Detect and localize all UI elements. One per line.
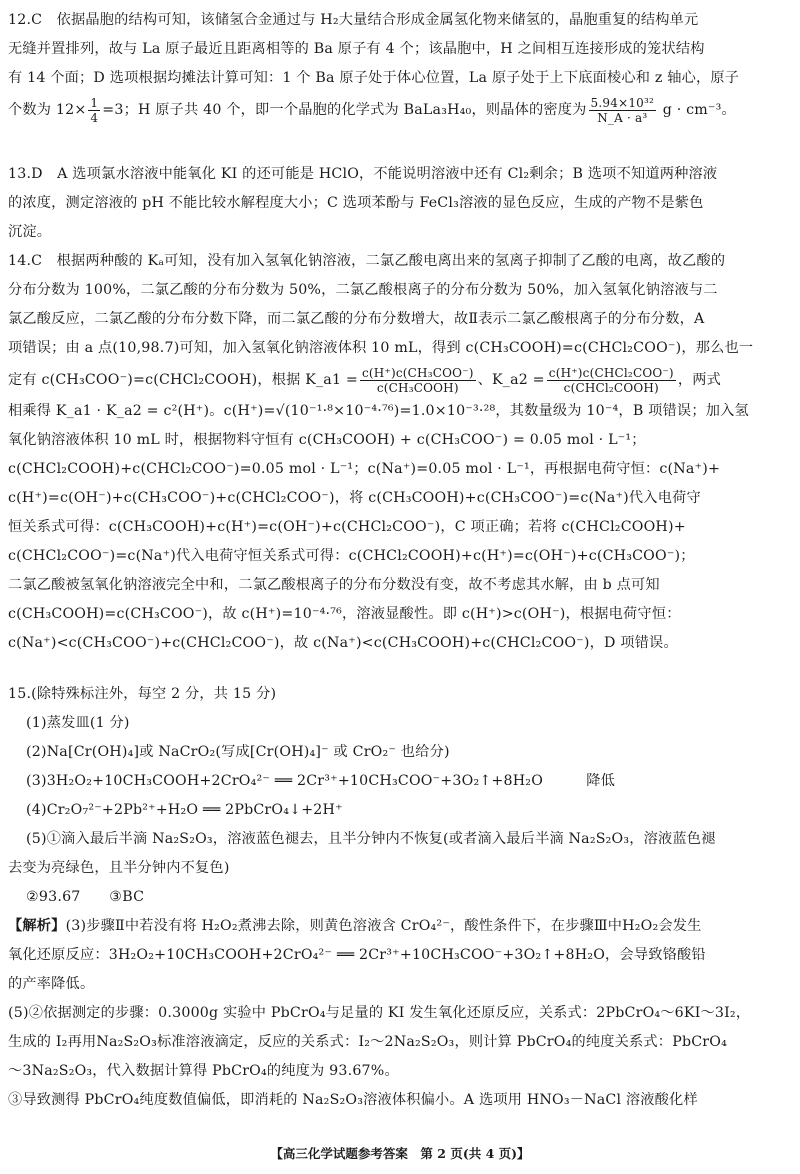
- fraction-numerator: c(H⁺)c(CHCl₂COO⁻): [548, 365, 674, 380]
- ka2-fraction: [547, 366, 676, 395]
- answer-15-item: (3)3H₂O₂+10CH₃COOH+2CrO₄²⁻ ══ 2Cr³⁺+10CH₃COO⁻+3O₂↑+8H₂O 降低: [26, 773, 615, 789]
- answer-13: [8, 160, 786, 247]
- analysis-line: ～3Na₂S₂O₃，代入数据计算得 PbCrO₄的纯度为 93.67%。: [8, 1063, 399, 1079]
- answer-15-item: ②93.67 ③BC: [26, 889, 145, 905]
- answer-14-line: 氧化钠溶液体积 10 mL 时，根据物料守恒有 c(CH₃COOH) + c(CH₃COO⁻) = 0.05 mol · L⁻¹；: [8, 432, 646, 448]
- text-segment: =3；H 原子共 40 个，即一个晶胞的化学式为 BaLa₃H₄₀，则晶体的密度为: [102, 102, 587, 118]
- answer-14-line: c(H⁺)=c(OH⁻)+c(CH₃COO⁻)+c(CHCl₂COO⁻)，将 c(CH₃COOH)+c(CH₃COO⁻)=c(Na⁺)代入电荷守: [8, 490, 701, 506]
- fraction-numerator: 5.94×10³²: [590, 95, 655, 110]
- answer-14-line: c(CHCl₂COO⁻)=c(Na⁺)代入电荷守恒关系式可得：c(CHCl₂COOH)+c(H⁺)=c(OH⁻)+c(CH₃COO⁻)；: [8, 548, 695, 564]
- text-segment: (3)步骤Ⅱ中若没有将 H₂O₂煮沸去除，则黄色溶液含 CrO₄²⁻，酸性条件下，在步骤Ⅲ中H₂O₂会发生: [65, 918, 702, 934]
- answer-14-line: 二氯乙酸被氢氧化钠溶液完全中和，二氯乙酸根离子的分布分数没有变，故不考虑其水解，由 b 点可知: [8, 577, 660, 593]
- answer-13-line: 13.D A 选项氯水溶液中能氧化 KI 的还可能是 HClO，不能说明溶液中还有 Cl₂剩余；B 选项不知道两种溶液: [8, 166, 718, 182]
- analysis-line: ③导致测得 PbCrO₄纯度数值偏低，即消耗的 Na₂S₂O₃溶液体积偏小。A 选项用 HNO₃－NaCl 溶液酸化样: [8, 1092, 698, 1108]
- answer-15-header: 15.(除特殊标注外，每空 2 分，共 15 分): [8, 686, 277, 702]
- text-segment: 个数为 12×: [8, 102, 87, 118]
- analysis-line: 氧化还原反应：3H₂O₂+10CH₃COOH+2CrO₄²⁻ ══ 2Cr³⁺+10CH₃COO⁻+3O₂↑+8H₂O，会导致铬酸铅: [8, 947, 706, 963]
- answer-14-line: 恒关系式可得：c(CH₃COOH)+c(H⁺)=c(OH⁻)+c(CHCl₂COO⁻)，C 项正确；若将 c(CHCl₂COOH)+: [8, 519, 686, 535]
- answer-12-line: 12.C 依据晶胞的结构可知，该储氢合金通过与 H₂大量结合形成金属氢化物来储氢的，晶胞重复的结构单元: [8, 12, 699, 28]
- answer-12-line: 无缝并置排列，故与 La 原子最近且距离相等的 Ba 原子有 4 个；该晶胞中，H 之间相互连接形成的笼状结构: [8, 41, 705, 57]
- answer-14: [8, 247, 786, 658]
- answer-14-line: c(CHCl₂COOH)+c(CHCl₂COO⁻)=0.05 mol · L⁻¹；c(Na⁺)=0.05 mol · L⁻¹，再根据电荷守恒：c(Na⁺)+: [8, 461, 721, 477]
- answer-15-item: (5)①滴入最后半滴 Na₂S₂O₃，溶液蓝色褪去，且半分钟内不恢复(或者滴入最后半滴 Na₂S₂O₃，溶液蓝色褪: [26, 831, 716, 847]
- analysis-line: (5)②依据测定的步骤：0.3000g 实验中 PbCrO₄与足量的 KI 发生氧化还原反应，关系式：2PbCrO₄～6KI～3I₂，: [8, 1005, 751, 1021]
- answer-14-line: 分布分数为 100%，二氯乙酸的分布分数为 50%，二氯乙酸根离子的分布分数为 50%，加入氢氧化钠溶液与二: [8, 282, 718, 298]
- fraction-denominator: 4: [90, 110, 99, 125]
- fraction: [88, 96, 100, 125]
- ka1-fraction: [360, 366, 476, 395]
- answer-13-line: 沉淀。: [8, 224, 52, 240]
- fraction-denominator: c(CHCl₂COOH): [563, 380, 659, 395]
- text-segment: g · cm⁻³。: [658, 102, 736, 118]
- answer-14-line: 相乘得 K_a1 · K_a2 = c²(H⁺)。c(H⁺)=√(10⁻¹·⁸×10⁻⁴·⁷⁶)=1.0×10⁻³·²⁸，其数量级为 10⁻⁴，B 项错误；加入氢: [8, 403, 749, 419]
- answer-12-line: [8, 93, 786, 127]
- answer-14-line: 14.C 根据两种酸的 Kₐ可知，没有加入氢氧化钠溶液，二氯乙酸电离出来的氢离子抑制了乙酸的电离，故乙酸的: [8, 253, 726, 269]
- answer-13-line: 的浓度，测定溶液的 pH 不能比较水解程度大小；C 选项苯酚与 FeCl₃溶液的显色反应，生成的产物不是紫色: [8, 195, 704, 211]
- text-segment: 定有 c(CH₃COO⁻)=c(CHCl₂COOH)，根据 K_a1 =: [8, 372, 358, 388]
- page-footer: 【高三化学试题参考答案 第 2 页(共 4 页)】: [270, 1146, 530, 1161]
- answer-14-line: 项错误；由 a 点(10,98.7)可知，加入氢氧化钠溶液体积 10 mL，得到 c(CH₃COOH)=c(CHCl₂COO⁻)，那么也一: [8, 340, 754, 356]
- answer-15-item: (1)蒸发皿(1 分): [26, 715, 130, 731]
- fraction-numerator: c(H⁺)c(CH₃COO⁻): [361, 365, 474, 380]
- answer-14-line: 氯乙酸反应，二氯乙酸的分布分数下降，而二氯乙酸的分布分数增大，故Ⅱ表示二氯乙酸根离子的分布分数，A: [8, 311, 705, 327]
- answer-12: [8, 6, 786, 127]
- answer-12-line: 有 14 个面；D 选项根据均摊法计算可知：1 个 Ba 原子处于体心位置，La 原子处于上下底面棱心和 z 轴心，原子: [8, 70, 740, 86]
- analysis-line: 生成的 I₂再用Na₂S₂O₃标准溶液滴定，反应的关系式：I₂～2Na₂S₂O₃，则计算 PbCrO₄的纯度关系式：PbCrO₄: [8, 1034, 727, 1050]
- analysis-line: 的产率降低。: [8, 976, 95, 992]
- fraction-denominator: c(CH₃COOH): [376, 380, 459, 395]
- answer-15: [8, 680, 786, 1115]
- answer-14-line: c(CH₃COOH)=c(CH₃COO⁻)，故 c(H⁺)=10⁻⁴·⁷⁶，溶液显酸性。即 c(H⁺)>c(OH⁻)，根据电荷守恒：: [8, 606, 681, 622]
- answer-15-item: 去变为亮绿色，且半分钟内不复色): [8, 860, 230, 876]
- analysis-label: 【解析】: [8, 918, 66, 934]
- density-fraction: [589, 96, 656, 125]
- answer-14-line: [8, 363, 786, 397]
- answer-15-item: (4)Cr₂O₇²⁻+2Pb²⁺+H₂O ══ 2PbCrO₄↓+2H⁺: [26, 802, 343, 818]
- text-segment: 、K_a2 =: [477, 372, 545, 388]
- fraction-denominator: N_A · a³: [597, 110, 648, 125]
- answer-14-line: c(Na⁺)<c(CH₃COO⁻)+c(CHCl₂COO⁻)，故 c(Na⁺)<c(CH₃COOH)+c(CHCl₂COO⁻)，D 项错误。: [8, 635, 678, 651]
- text-segment: ，两式: [677, 372, 721, 388]
- fraction-numerator: 1: [90, 95, 99, 110]
- analysis-line: [8, 912, 786, 941]
- answer-15-item: (2)Na[Cr(OH)₄]或 NaCrO₂(写成[Cr(OH)₄]⁻ 或 CrO₂⁻ 也给分): [26, 744, 450, 760]
